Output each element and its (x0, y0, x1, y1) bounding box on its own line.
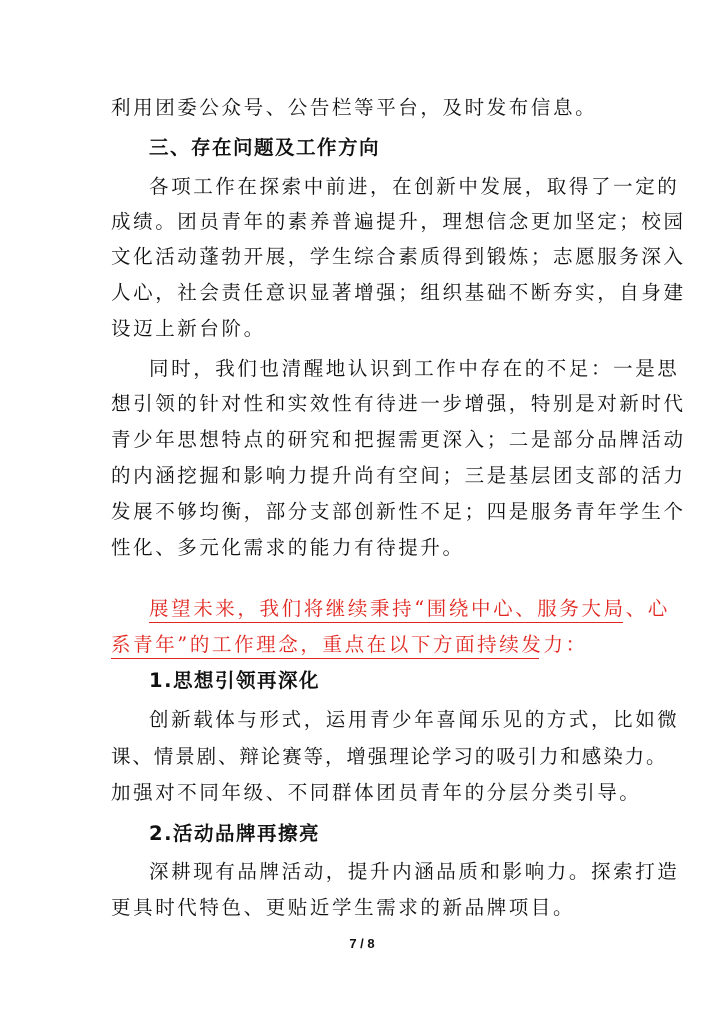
paragraph-line: 课、情景剧、辩论赛等，增强理论学习的吸引力和感染力。 (111, 745, 668, 768)
paragraph-line: 加强对不同年级、不同群体团员青年的分层分类引导。 (111, 781, 642, 804)
paragraph-line: 利用团委公众号、公告栏等平台，及时发布信息。 (111, 96, 598, 119)
paragraph-line: 文化活动蓬勃开展，学生综合素质得到锻炼；志愿服务深入 (111, 245, 686, 268)
paragraph-line: 成绩。团员青年的素养普遍提升，理想信念更加坚定；校园 (111, 210, 686, 233)
paragraph-line: 性化、多元化需求的能力有待提升。 (111, 536, 465, 559)
paragraph-line: 创新载体与形式，运用青少年喜闻乐见的方式，比如微 (149, 708, 680, 731)
paragraph-line: 的内涵挖掘和影响力提升尚有空间；三是基层团支部的活力 (111, 464, 686, 487)
paragraph-line: 各项工作在探索中前进，在创新中发展，取得了一定的 (149, 175, 680, 198)
paragraph-line: 青少年思想特点的研究和把握需更深入；二是部分品牌活动 (111, 428, 686, 451)
subsection-heading: 1.思想引领再深化 (149, 669, 320, 692)
highlighted-line: 系青年”的工作理念，重点在以下方面持续发力： (111, 633, 588, 656)
paragraph-line: 设迈上新台阶。 (111, 317, 266, 340)
section-heading: 三、存在问题及工作方向 (149, 136, 381, 159)
subsection-heading: 2.活动品牌再擦亮 (149, 822, 320, 845)
paragraph-line: 更具时代特色、更贴近学生需求的新品牌项目。 (111, 896, 576, 919)
paragraph-line: 同时，我们也清醒地认识到工作中存在的不足：一是思 (149, 357, 680, 380)
paragraph-line: 人心，社会责任意识显著增强；组织基础不断夯实，自身建 (111, 281, 686, 304)
paragraph-line: 想引领的针对性和实效性有待进一步增强，特别是对新时代 (111, 392, 686, 415)
highlighted-line: 展望未来，我们将继续秉持“围绕中心、服务大局、心 (149, 597, 670, 620)
paragraph-line: 深耕现有品牌活动，提升内涵品质和影响力。探索打造 (149, 860, 680, 883)
paragraph-line: 发展不够均衡，部分支部创新性不足；四是服务青年学生个 (111, 500, 686, 523)
page-number: 7 / 8 (349, 936, 375, 951)
